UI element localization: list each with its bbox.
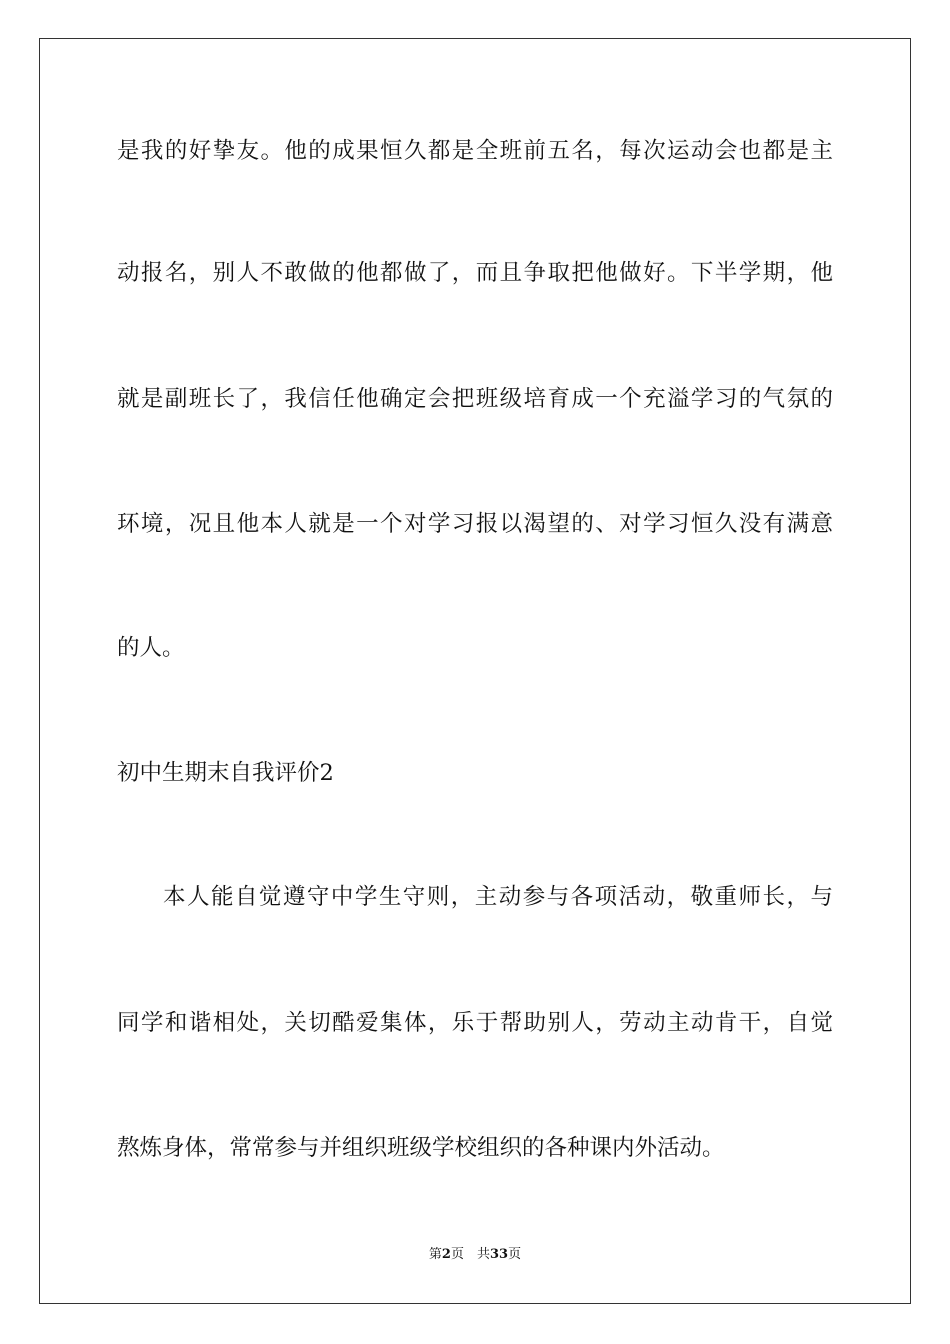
section-heading: 初中生期末自我评价2 [117, 760, 334, 786]
page-frame [39, 38, 911, 1304]
paragraph-line: 是我的好挚友。他的成果恒久都是全班前五名，每次运动会也都是主 [117, 138, 833, 164]
paragraph-line: 就是副班长了，我信任他确定会把班级培育成一个充溢学习的气氛的 [117, 386, 833, 412]
paragraph-line: 本人能自觉遵守中学生守则，主动参与各项活动，敬重师长，与 [163, 884, 833, 910]
current-page-number: 2 [441, 1247, 451, 1262]
total-page-number: 33 [489, 1247, 509, 1262]
paragraph-line: 的人。 [117, 635, 185, 661]
footer-mid: 页 共 [450, 1247, 490, 1262]
paragraph-line: 熬炼身体，常常参与并组织班级学校组织的各种课内外活动。 [117, 1135, 725, 1161]
paragraph-line: 动报名，别人不敢做的他都做了，而且争取把他做好。下半学期，他 [117, 260, 833, 286]
paragraph-line: 环境，况且他本人就是一个对学习报以渴望的、对学习恒久没有满意 [117, 511, 833, 537]
page-footer [0, 1246, 950, 1264]
footer-prefix: 第 [428, 1247, 442, 1262]
footer-suffix: 页 [508, 1247, 522, 1262]
paragraph-line: 同学和谐相处，关切酷爱集体，乐于帮助别人，劳动主动肯干，自觉 [117, 1010, 833, 1036]
